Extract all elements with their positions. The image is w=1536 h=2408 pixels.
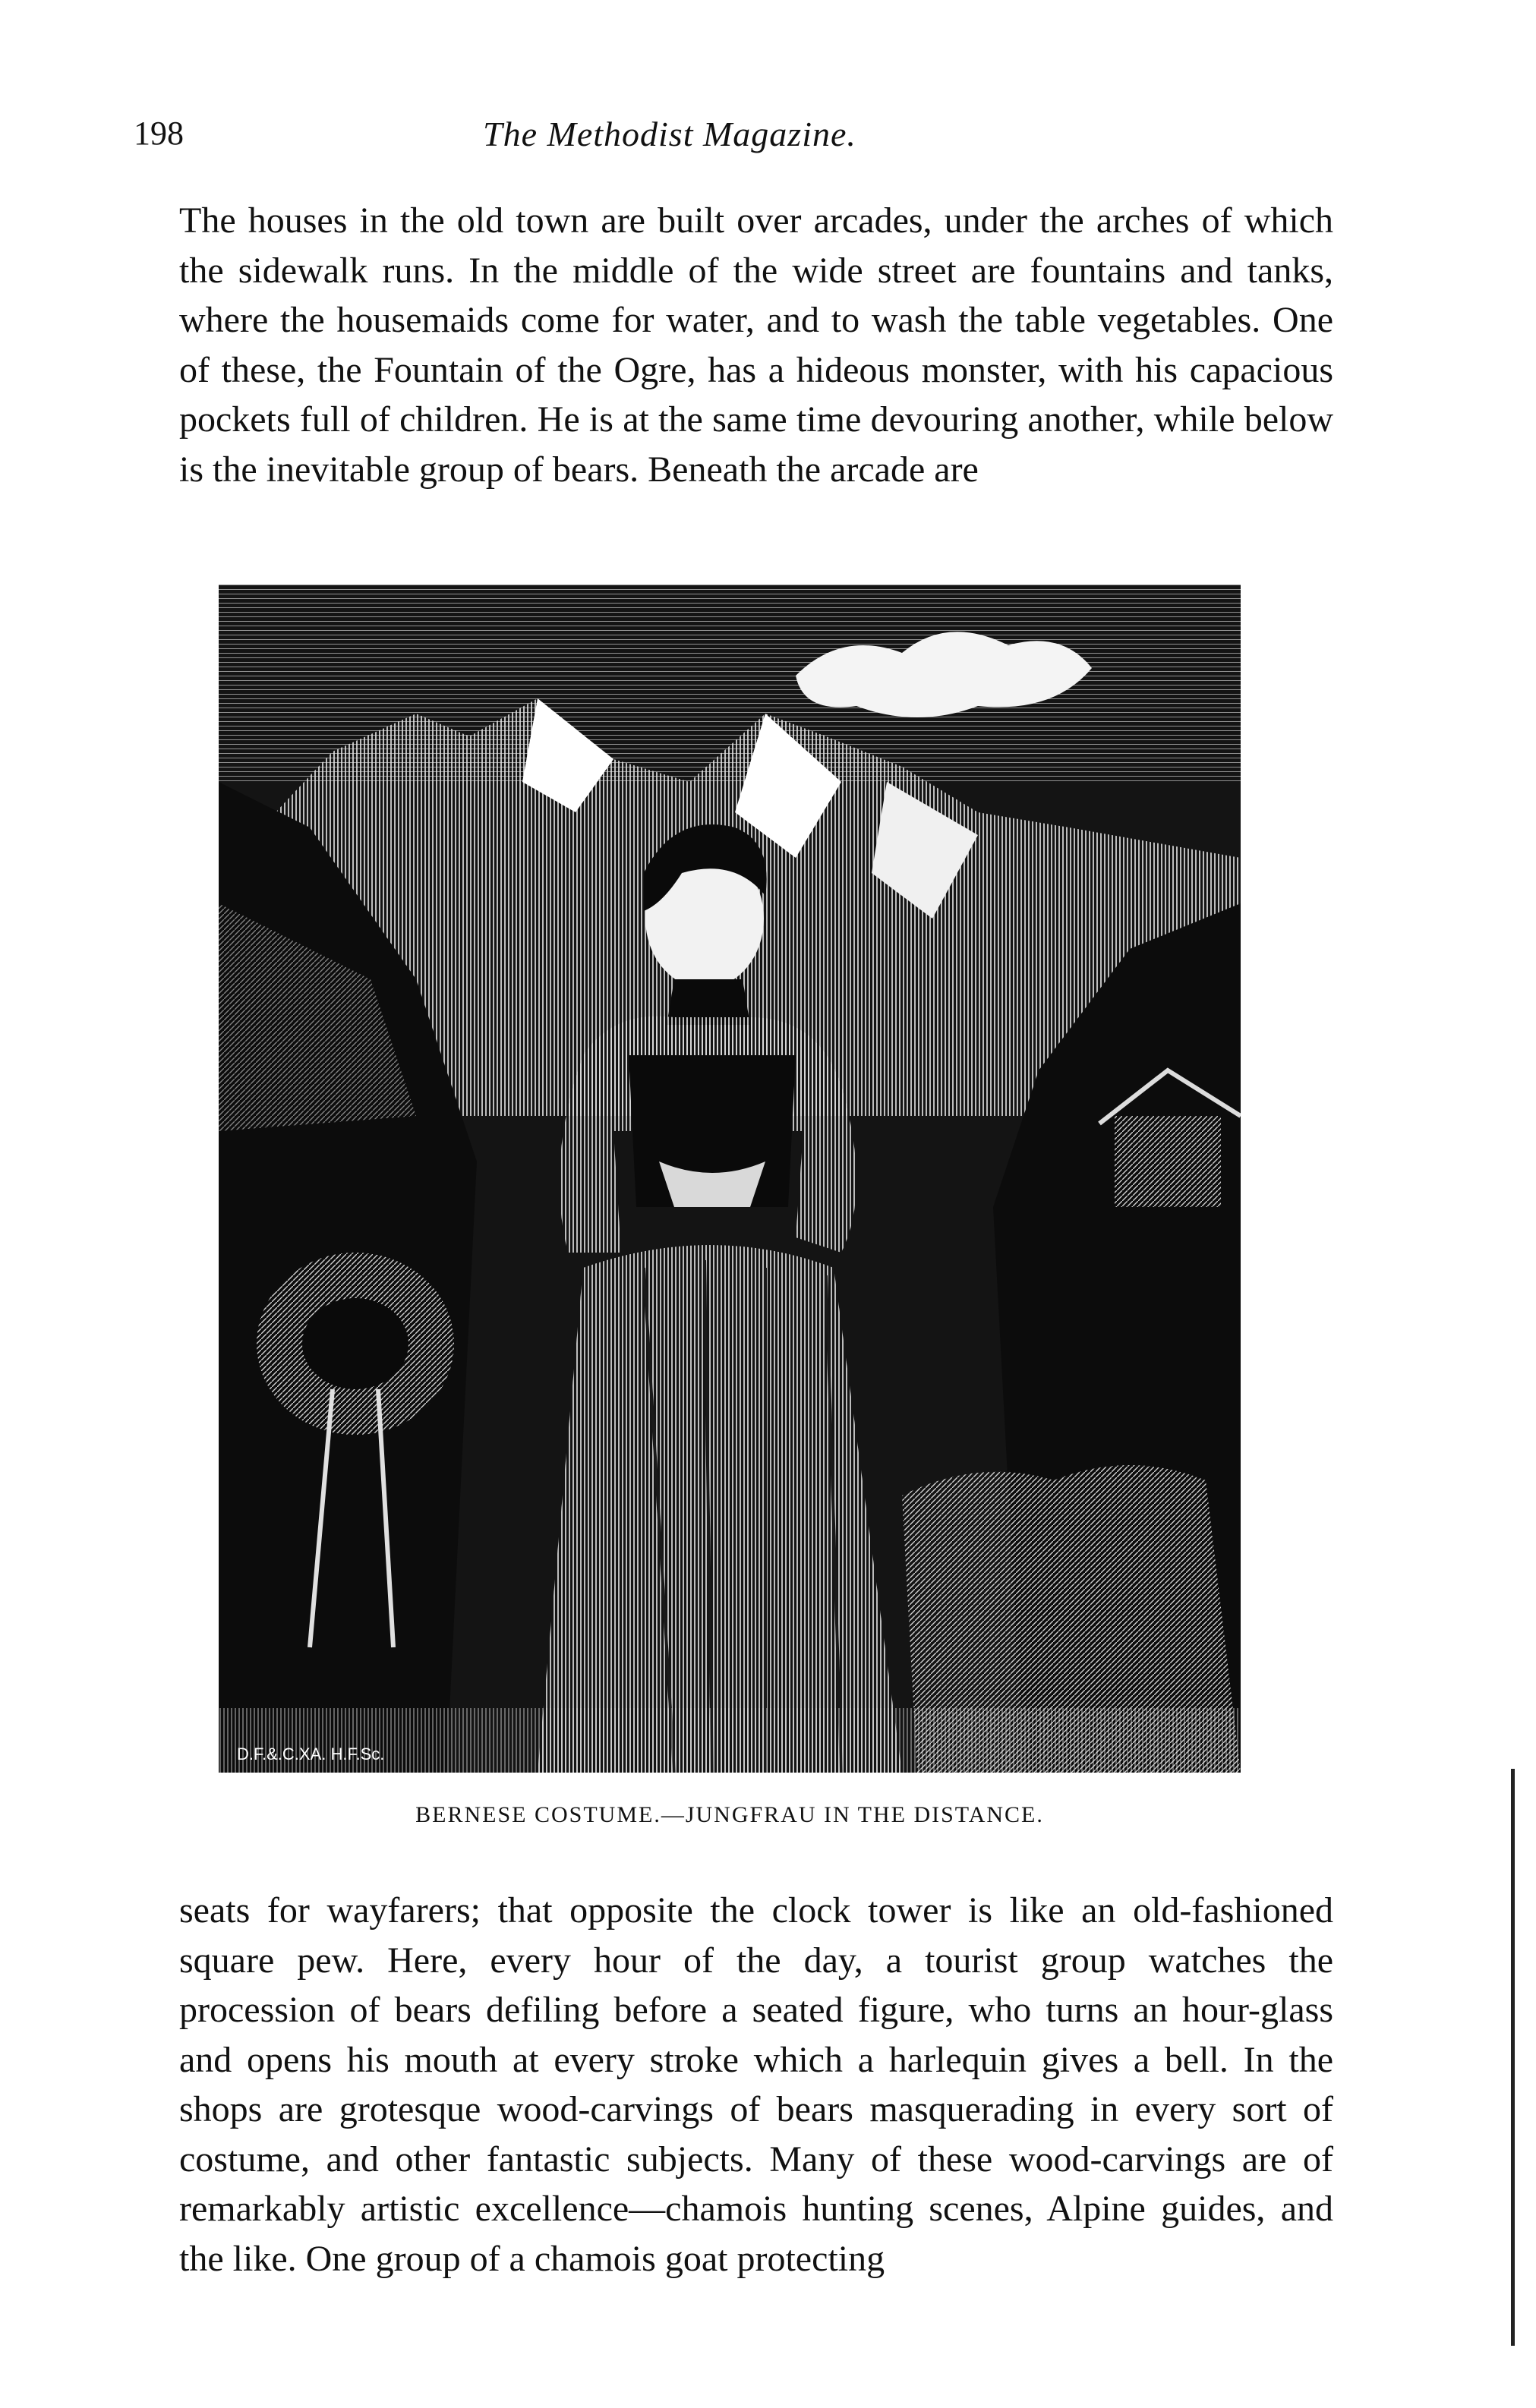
hat-crown-shadow <box>302 1298 408 1389</box>
page-number: 198 <box>134 115 184 152</box>
body-paragraph-bottom <box>179 1886 1333 2284</box>
body-paragraph-top <box>179 196 1333 494</box>
engraving-artwork <box>219 585 1241 1773</box>
paragraph-text: The houses in the old town are built over arcades, under the arches of which the sidewalk runs. In the middle of the wide street are fountains and tanks, where the housemaids come for water, and to wash the table vegetables. One of these, the Fountain of the Ogre, has a hideous monster, with his capacious pockets full of children. He is at the same time devouring another, while below is the inevitable group of bears. Beneath the arcade are <box>179 200 1333 490</box>
paragraph-text: seats for wayfarers; that opposite the clock tower is like an old-fashioned square pew. Here, every hour of the day, a tourist group watches the procession of bears defiling before a seated figure, who turns an hour-glass and opens his mouth at every stroke which a harlequin gives a bell. In the shops are grotesque wood-carvings of bears masquerading in every sort of costume, and other fantastic subjects. Many of these wood-carvings are of remarkably artistic excellence—chamois hunting scenes, Alpine guides, and the like. One group of a chamois goat protecting <box>179 1890 1333 2279</box>
running-title: The Methodist Magazine. <box>483 115 856 153</box>
chalet <box>1115 1116 1221 1207</box>
engraving-illustration <box>219 585 1241 1773</box>
page-header <box>134 114 1333 167</box>
skirt <box>538 1245 902 1773</box>
figure-caption: BERNESE COSTUME.—JUNGFRAU IN THE DISTANCE. <box>415 1802 1044 1827</box>
engraver-signature: D.F.&.C.XA. H.F.Sc. <box>237 1745 385 1763</box>
margin-rule <box>1511 1769 1515 2346</box>
